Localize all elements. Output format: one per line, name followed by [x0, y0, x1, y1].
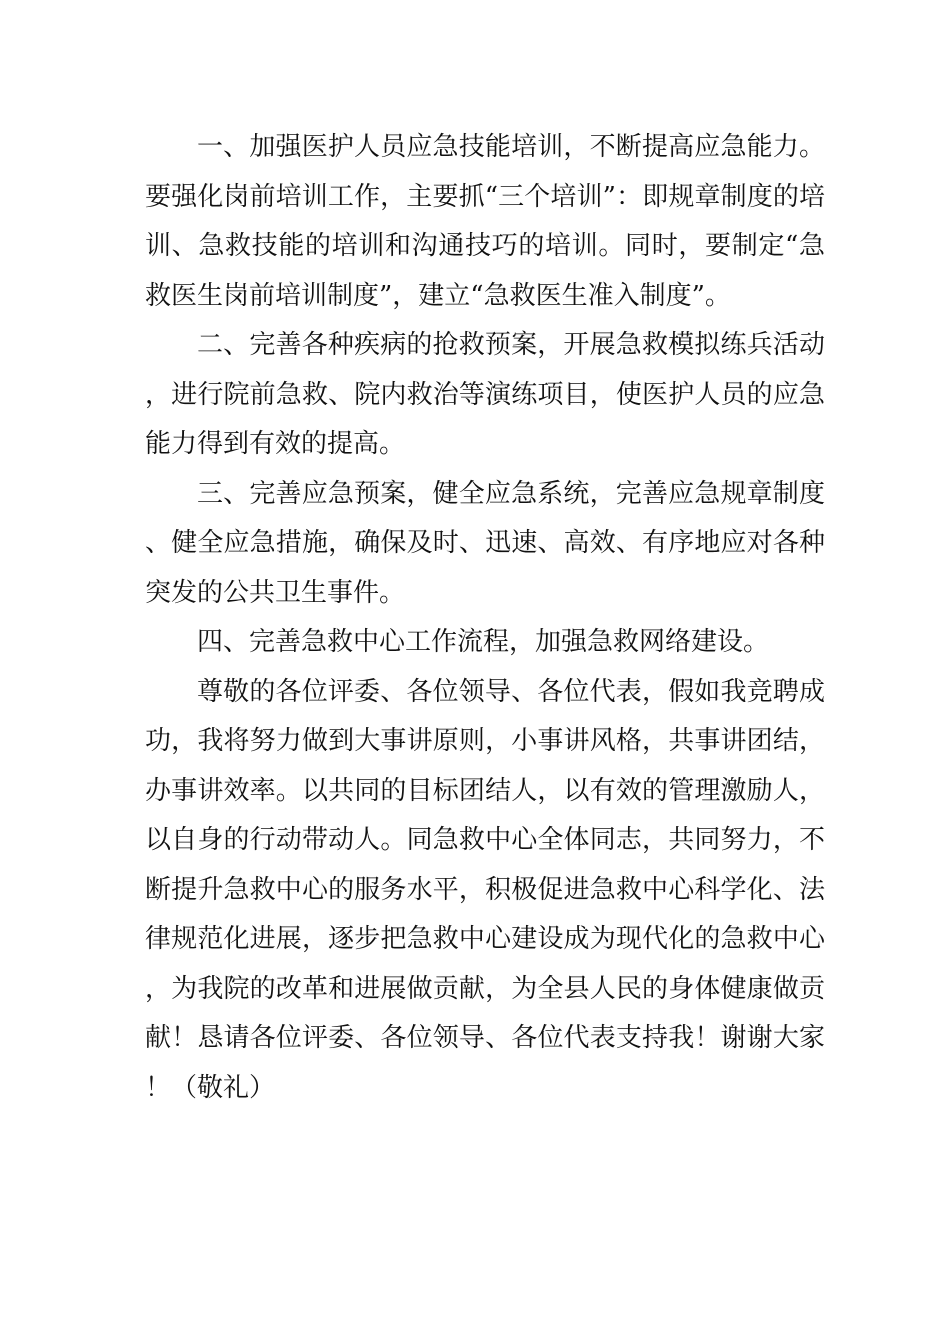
- paragraph-closing-speech: 尊敬的各位评委、各位领导、各位代表，假如我竞聘成功，我将努力做到大事讲原则，小事讲风格，共事讲团结，办事讲效率。以共同的目标团结人，以有效的管理激励人，以自身的行动带动人。同急救中心全体同志，共同努力，不断提升急救中心的服务水平，积极促进急救中心科学化、法律规范化进展，逐步把急救中心建设成为现代化的急救中心，为我院的改革和进展做贡献，为全县人民的身体健康做贡献！恳请各位评委、各位领导、各位代表支持我！谢谢大家！（敬礼）: [145, 676, 825, 1103]
- paragraph-training: 一、加强医护人员应急技能培训，不断提高应急能力。要强化岗前培训工作，主要抓“三个培训”：即规章制度的培训、急救技能的培训和沟通技巧的培训。同时，要制定“急救医生岗前培训制度”，建立“急救医生准入制度”。: [145, 132, 825, 311]
- document-page: [145, 123, 825, 1113]
- paragraph-rescue-plan: 二、完善各种疾病的抢救预案，开展急救模拟练兵活动，进行院前急救、院内救治等演练项目，使医护人员的应急能力得到有效的提高。: [145, 330, 825, 459]
- paragraph-workflow: 四、完善急救中心工作流程，加强急救网络建设。: [197, 627, 770, 657]
- paragraph-emergency-system: 三、完善应急预案，健全应急系统，完善应急规章制度、健全应急措施，确保及时、迅速、高效、有序地应对各种突发的公共卫生事件。: [145, 478, 825, 608]
